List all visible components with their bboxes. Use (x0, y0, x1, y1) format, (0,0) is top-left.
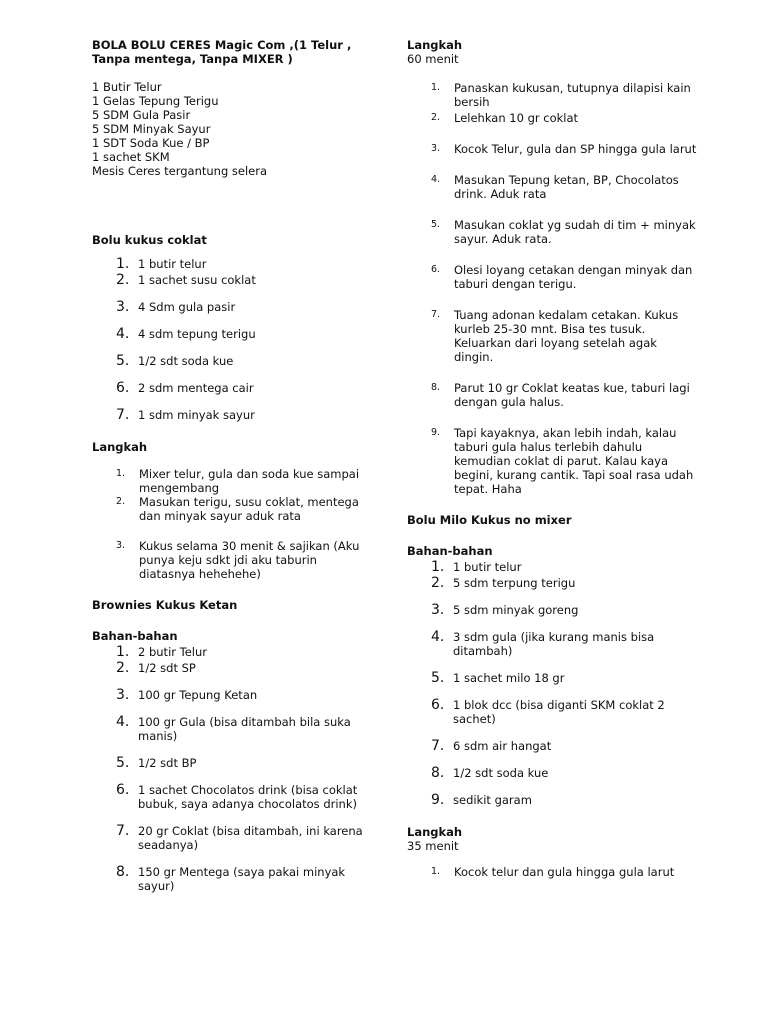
list-item-number: 2. (431, 575, 445, 591)
list-item-text: Masukan coklat yg sudah di tim + minyak sayur. Aduk rata. (454, 218, 696, 246)
list-item (407, 793, 697, 807)
list-item (407, 560, 697, 574)
list-item-number: 7. (116, 823, 130, 839)
list-item-text: Parut 10 gr Coklat keatas kue, taburi lagi dengan gula halus. (454, 381, 690, 409)
list-item-number: 4. (116, 326, 130, 342)
ingredient-list-bola-bolu (92, 80, 372, 178)
list-item (92, 824, 372, 852)
recipe-title-brownies: Brownies Kukus Ketan (92, 598, 238, 612)
list-item-number: 1. (116, 256, 130, 272)
list-item-number: 1. (431, 82, 441, 93)
list-item-number: 4. (431, 629, 445, 645)
ingredient-list-bolu-kukus (92, 257, 372, 422)
recipe-title-bola-bolu: BOLA BOLU CERES Magic Com ,(1 Telur , Tanpa mentega, Tanpa MIXER ) (92, 38, 352, 66)
list-item (92, 645, 372, 659)
list-item-text: Kukus selama 30 menit & sajikan (Aku punya keju sdkt jdi aku taburin diatasnya hehehehe) (139, 539, 360, 581)
list-item (92, 756, 372, 770)
list-item (92, 381, 372, 395)
list-item-number: 6. (116, 782, 130, 798)
list-item-number: 9. (431, 792, 445, 808)
list-item-text: 6 sdm air hangat (453, 739, 552, 753)
list-item (92, 783, 372, 811)
list-item-number: 2. (116, 272, 130, 288)
steps-title-brownies: Langkah (407, 38, 463, 52)
steps-title-milo: Langkah (407, 825, 463, 839)
list-item-number: 3. (116, 299, 130, 315)
list-item-number: 6. (116, 380, 130, 396)
list-item-text: 1 butir telur (453, 560, 522, 574)
list-item (407, 865, 697, 879)
list-item-text: Masukan Tepung ketan, BP, Chocolatos drink. Aduk rata (454, 173, 679, 201)
list-item (407, 671, 697, 685)
list-item-number: 8. (431, 765, 445, 781)
list-item-text: 2 butir Telur (138, 645, 208, 659)
list-item-text: 5 sdm minyak goreng (453, 603, 579, 617)
list-item-number: 7. (431, 738, 445, 754)
list-item-text: 1 sachet Chocolatos drink (bisa coklat bubuk, saya adanya chocolatos drink) (138, 783, 358, 811)
list-item (407, 111, 697, 125)
list-item-text: 1 sachet susu coklat (138, 273, 256, 287)
ingredients-title-milo: Bahan-bahan (407, 544, 493, 558)
list-item-text: Kocok Telur, gula dan SP hingga gula larut (454, 142, 697, 156)
list-item (92, 273, 372, 287)
list-item-number: 1. (431, 559, 445, 575)
list-item (407, 630, 697, 658)
list-item-text: 1 sachet milo 18 gr (453, 671, 565, 685)
list-item: 1 Gelas Tepung Terigu (92, 94, 219, 108)
list-item-text: sedikit garam (453, 793, 532, 807)
list-item-text: 1/2 sdt soda kue (453, 766, 549, 780)
list-item-number: 3. (431, 602, 445, 618)
list-item: 5 SDM Gula Pasir (92, 108, 191, 122)
list-item-number: 3. (116, 540, 126, 551)
list-item-number: 9. (431, 427, 441, 438)
right-column (407, 38, 697, 879)
steps-list-bolu-kukus (92, 467, 372, 581)
list-item: 1 sachet SKM (92, 150, 170, 164)
list-item-number: 8. (431, 382, 441, 393)
list-item-text: 1/2 sdt BP (138, 756, 197, 770)
list-item-text: 1/2 sdt soda kue (138, 354, 234, 368)
ingredient-list-milo (407, 560, 697, 807)
list-item-text: Kocok telur dan gula hingga gula larut (454, 865, 675, 879)
list-item (92, 661, 372, 675)
list-item (407, 173, 697, 201)
list-item (92, 300, 372, 314)
list-item-number: 1. (431, 866, 441, 877)
list-item-text: 20 gr Coklat (bisa ditambah, ini karena seadanya) (138, 824, 363, 852)
list-item (92, 865, 372, 893)
list-item-number: 2. (116, 660, 130, 676)
list-item (92, 467, 372, 495)
list-item (407, 81, 697, 109)
list-item-text: Lelehkan 10 gr coklat (454, 111, 579, 125)
list-item-text: 150 gr Mentega (saya pakai minyak sayur) (138, 865, 346, 893)
list-item-number: 6. (431, 264, 441, 275)
duration-milo: 35 menit (407, 839, 459, 853)
list-item-number: 5. (431, 219, 441, 230)
list-item-text: Tuang adonan kedalam cetakan. Kukus kurleb 25-30 mnt. Bisa tes tusuk. Keluarkan dari loyang setelah agak dingin. (454, 308, 679, 364)
list-item-number: 5. (431, 670, 445, 686)
list-item (407, 739, 697, 753)
list-item (92, 257, 372, 271)
list-item (407, 263, 697, 291)
ingredients-title-brownies: Bahan-bahan (92, 629, 178, 643)
list-item-number: 3. (431, 143, 441, 154)
list-item-text: 2 sdm mentega cair (138, 381, 254, 395)
steps-list-brownies (407, 81, 697, 496)
list-item (407, 142, 697, 156)
list-item-number: 4. (116, 714, 130, 730)
ingredient-list-brownies (92, 645, 372, 893)
list-item-number: 7. (431, 309, 441, 320)
list-item (407, 766, 697, 780)
list-item-number: 5. (116, 755, 130, 771)
list-item-number: 2. (431, 112, 441, 123)
list-item-number: 7. (116, 407, 130, 423)
list-item-text: Tapi kayaknya, akan lebih indah, kalau taburi gula halus terlebih dahulu kemudian coklat di parut. Kalau kaya begini, kurang cantik. Tapi soal rasa udah tepat. Haha (454, 426, 694, 496)
list-item-text: 100 gr Gula (bisa ditambah bila suka manis) (138, 715, 351, 743)
list-item-text: 100 gr Tepung Ketan (138, 688, 258, 702)
list-item-text: 1 sdm minyak sayur (138, 408, 255, 422)
list-item-number: 5. (116, 353, 130, 369)
left-column (92, 38, 372, 893)
duration-brownies: 60 menit (407, 52, 459, 66)
list-item-text: Panaskan kukusan, tutupnya dilapisi kain bersih (454, 81, 691, 109)
list-item-text: 4 Sdm gula pasir (138, 300, 236, 314)
list-item (407, 308, 697, 364)
list-item-number: 6. (431, 697, 445, 713)
list-item (407, 381, 697, 409)
list-item: Mesis Ceres tergantung selera (92, 164, 268, 178)
list-item (92, 408, 372, 422)
list-item (92, 688, 372, 702)
steps-title-bolu-kukus: Langkah (92, 440, 148, 454)
list-item (407, 218, 697, 246)
list-item-number: 2. (116, 496, 126, 507)
list-item-text: 4 sdm tepung terigu (138, 327, 256, 341)
list-item-text: 1 blok dcc (bisa diganti SKM coklat 2 sachet) (453, 698, 665, 726)
list-item (407, 698, 697, 726)
list-item-text: 5 sdm terpung terigu (453, 576, 576, 590)
recipe-title-milo: Bolu Milo Kukus no mixer (407, 513, 572, 527)
list-item (92, 354, 372, 368)
list-item (407, 426, 697, 496)
steps-list-milo (407, 865, 697, 879)
list-item: 5 SDM Minyak Sayur (92, 122, 211, 136)
list-item-text: Mixer telur, gula dan soda kue sampai mengembang (139, 467, 360, 495)
list-item-number: 4. (431, 174, 441, 185)
list-item: 1 SDT Soda Kue / BP (92, 136, 210, 150)
list-item-number: 8. (116, 864, 130, 880)
list-item-text: Olesi loyang cetakan dengan minyak dan taburi dengan terigu. (454, 263, 693, 291)
list-item (92, 539, 372, 581)
list-item (92, 715, 372, 743)
list-item (407, 603, 697, 617)
list-item-text: 1 butir telur (138, 257, 207, 271)
list-item (92, 495, 372, 523)
list-item: 1 Butir Telur (92, 80, 162, 94)
list-item-number: 1. (116, 644, 130, 660)
list-item (92, 327, 372, 341)
list-item-text: Masukan terigu, susu coklat, mentega dan minyak sayur aduk rata (139, 495, 359, 523)
list-item-number: 3. (116, 687, 130, 703)
recipe-title-bolu-kukus: Bolu kukus coklat (92, 233, 207, 247)
list-item-number: 1. (116, 468, 126, 479)
list-item (407, 576, 697, 590)
list-item-text: 3 sdm gula (jika kurang manis bisa ditambah) (453, 630, 655, 658)
list-item-text: 1/2 sdt SP (138, 661, 196, 675)
